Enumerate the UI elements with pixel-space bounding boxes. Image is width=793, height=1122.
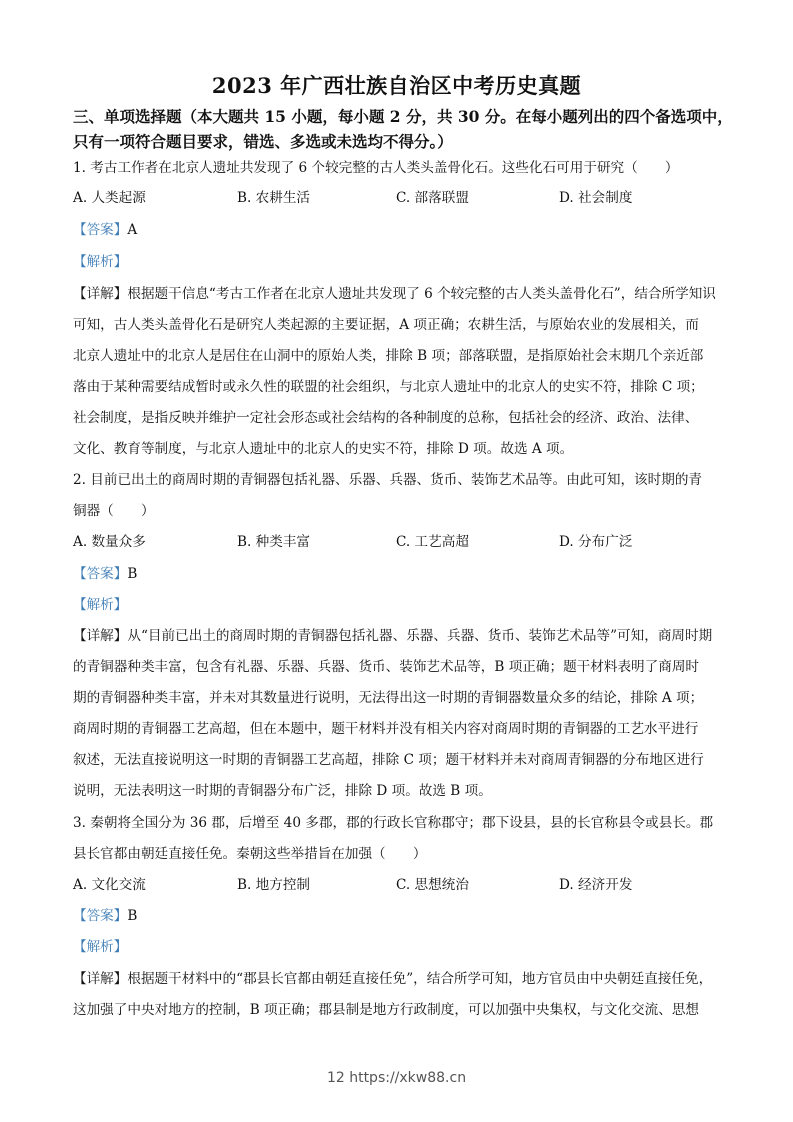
analysis-label bbox=[73, 252, 733, 272]
answer-label: 【答案】 bbox=[73, 566, 128, 582]
option-a: A. 文化交流 bbox=[73, 877, 146, 893]
question-1-stem: 1. 考古工作者在北京人遗址共发现了 6 个较完整的古人类头盖骨化石。这些化石可用于研究（ ） bbox=[73, 160, 679, 176]
section-heading bbox=[73, 104, 733, 154]
detail-line bbox=[73, 626, 733, 646]
analysis-label-text: 【解析】 bbox=[73, 254, 128, 270]
answer-line bbox=[73, 906, 733, 926]
detail-line: 说明，无法表明这一时期的青铜器分布广泛，排除 D 项。故选 B 项。 bbox=[73, 783, 492, 799]
detail-line bbox=[73, 969, 733, 989]
detail-line: 文化、教育等制度，与北京人遗址中的北京人的史实不符，排除 D 项。故选 A 项。 bbox=[73, 441, 574, 457]
analysis-label-text: 【解析】 bbox=[73, 597, 128, 613]
option-d: D. 社会制度 bbox=[559, 190, 633, 206]
section-heading-line: 三、单项选择题（本大题共 15 小题，每小题 2 分，共 30 分。在每小题列出的四个备选项中， bbox=[73, 107, 733, 126]
answer-line bbox=[73, 564, 733, 584]
detail-line: 商周时期的青铜器工艺高超，但在本题中，题干材料并没有相关内容对商周时期的青铜器的工艺水平进行 bbox=[73, 721, 699, 737]
answer-value: B bbox=[127, 566, 138, 582]
detail-label: 【详解】 bbox=[73, 628, 128, 644]
detail-text: 从“目前已出土的商周时期的青铜器包括礼器、乐器、兵器、货币、装饰艺术品等”可知，商周时期 bbox=[127, 628, 713, 644]
page-footer: 12 https://xkw88.cn bbox=[326, 1070, 467, 1086]
answer-label: 【答案】 bbox=[73, 222, 128, 238]
detail-line: 落由于某种需要结成暂时或永久性的联盟的社会组织，与北京人遗址中的北京人的史实不符，排除 C 项； bbox=[73, 379, 704, 395]
question-3-stem: 3. 秦朝将全国分为 36 郡，后增至 40 多郡，郡的行政长官称郡守；郡下设县，县的长官称县令或县长。郡 bbox=[73, 815, 714, 831]
option-b: B. 种类丰富 bbox=[237, 534, 311, 550]
answer-label: 【答案】 bbox=[73, 908, 128, 924]
option-d: D. 分布广泛 bbox=[559, 534, 633, 550]
analysis-label-text: 【解析】 bbox=[73, 939, 128, 955]
answer-value: B bbox=[127, 908, 138, 924]
detail-label: 【详解】 bbox=[73, 971, 128, 987]
detail-line: 可知，古人类头盖骨化石是研究人类起源的主要证据，A 项正确；农耕生活，与原始农业的发展相关，而 bbox=[73, 317, 699, 333]
option-b: B. 地方控制 bbox=[237, 877, 311, 893]
detail-line bbox=[73, 284, 733, 304]
question-2-stem: 2. 目前已出土的商周时期的青铜器包括礼器、乐器、兵器、货币、装饰艺术品等。由此可知，该时期的青 bbox=[73, 472, 703, 488]
option-a: A. 数量众多 bbox=[73, 534, 146, 550]
analysis-label bbox=[73, 595, 733, 615]
answer-value: A bbox=[127, 222, 138, 238]
analysis-label bbox=[73, 937, 733, 957]
detail-line: 这加强了中央对地方的控制，B 项正确；郡县制是地方行政制度，可以加强中央集权，与文化交流、思想 bbox=[73, 1002, 700, 1018]
option-c: C. 思想统治 bbox=[396, 877, 469, 893]
detail-line: 的青铜器种类丰富，包含有礼器、乐器、兵器、货币、装饰艺术品等，B 项正确；题干材料表明了商周时 bbox=[73, 659, 700, 675]
page-title: 2023 年广西壮族自治区中考历史真题 bbox=[211, 73, 582, 98]
question-2-stem: 铜器（ ） bbox=[73, 503, 155, 519]
option-c: C. 工艺高超 bbox=[396, 534, 469, 550]
question-3-stem: 县长官都由朝廷直接任免。秦朝这些举措旨在加强（ ） bbox=[73, 846, 427, 862]
detail-label: 【详解】 bbox=[73, 286, 128, 302]
detail-line: 北京人遗址中的北京人是居住在山洞中的原始人类，排除 B 项；部落联盟，是指原始社会末期几个亲近部 bbox=[73, 348, 704, 364]
detail-line: 社会制度，是指反映并维护一定社会形态或社会结构的各种制度的总称，包括社会的经济、政治、法律、 bbox=[73, 410, 699, 426]
answer-line bbox=[73, 220, 733, 240]
detail-text: 根据题干信息“考古工作者在北京人遗址共发现了 6 个较完整的古人类头盖骨化石”，结合所学知识 bbox=[127, 286, 716, 302]
detail-line: 叙述，无法直接说明这一时期的青铜器工艺高超，排除 C 项；题干材料并未对商周青铜器的分布地区进行 bbox=[73, 752, 704, 768]
detail-text: 根据题干材料中的“郡县长官都由朝廷直接任免”，结合所学可知，地方官员由中央朝廷直接任免， bbox=[127, 971, 713, 987]
section-heading-line: 只有一项符合题目要求，错选、多选或未选均不得分。） bbox=[73, 132, 453, 151]
detail-line: 期的青铜器种类丰富，并未对其数量进行说明，无法得出这一时期的青铜器数量众多的结论，排除 A 项； bbox=[73, 690, 704, 706]
option-d: D. 经济开发 bbox=[559, 877, 633, 893]
option-a: A. 人类起源 bbox=[73, 190, 146, 206]
option-c: C. 部落联盟 bbox=[396, 190, 469, 206]
option-b: B. 农耕生活 bbox=[237, 190, 311, 206]
